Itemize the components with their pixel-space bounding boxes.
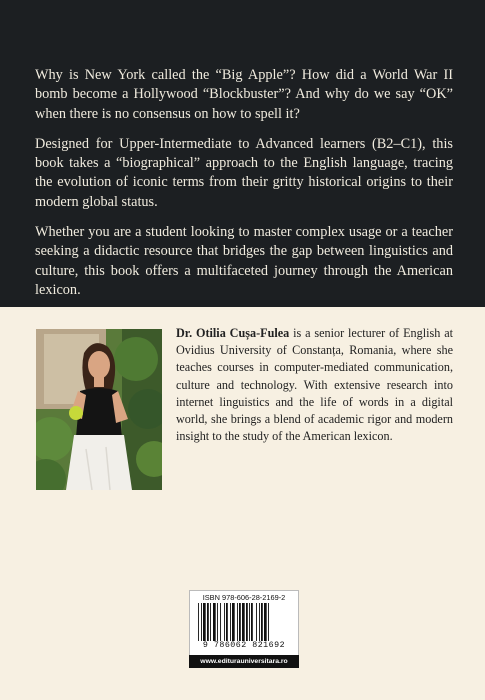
- author-bio-text: is a senior lecturer of English at Ovidius University of Constanța, Romania, where she teaches courses in computer-mediated communication, culture and technology. With extensive research into internet linguistics and the life of words in a digital world, she brings a blend of academic rigor and modern insight to the study of the American lexicon.: [176, 326, 454, 444]
- author-name: Dr. Otilia Cușa-Fulea: [176, 326, 290, 340]
- blurb-paragraph-1: Why is New York called the “Big Apple”? How did a World War II bomb become a Hollywood “Blockbuster”? And why do we say “OK” when there is no consensus on how to spell it?: [35, 67, 453, 122]
- barcode-bars: [196, 603, 292, 641]
- blurb-panel: [0, 0, 485, 307]
- author-panel: [0, 307, 485, 700]
- publisher-url: www.editurauniversitara.ro: [189, 655, 299, 668]
- author-bio: [176, 325, 453, 445]
- isbn-label: ISBN 978-606-28-2169-2: [202, 593, 286, 602]
- blurb-text: [35, 66, 453, 311]
- blurb-paragraph-2: Designed for Upper-Intermediate to Advanced learners (B2–C1), this book takes a “biographical” approach to the English language, tracing the evolution of iconic terms from their gritty historical origins to their modern global status.: [35, 135, 453, 210]
- isbn-number: 9 786062 821692: [202, 641, 286, 650]
- blurb-paragraph-3: Whether you are a student looking to master complex usage or a teacher seeking a didactic resource that bridges the gap between linguistics and culture, this book offers a multifaceted journey through the American lexicon.: [35, 224, 453, 298]
- isbn-barcode: [189, 590, 299, 656]
- author-photo: [36, 329, 162, 490]
